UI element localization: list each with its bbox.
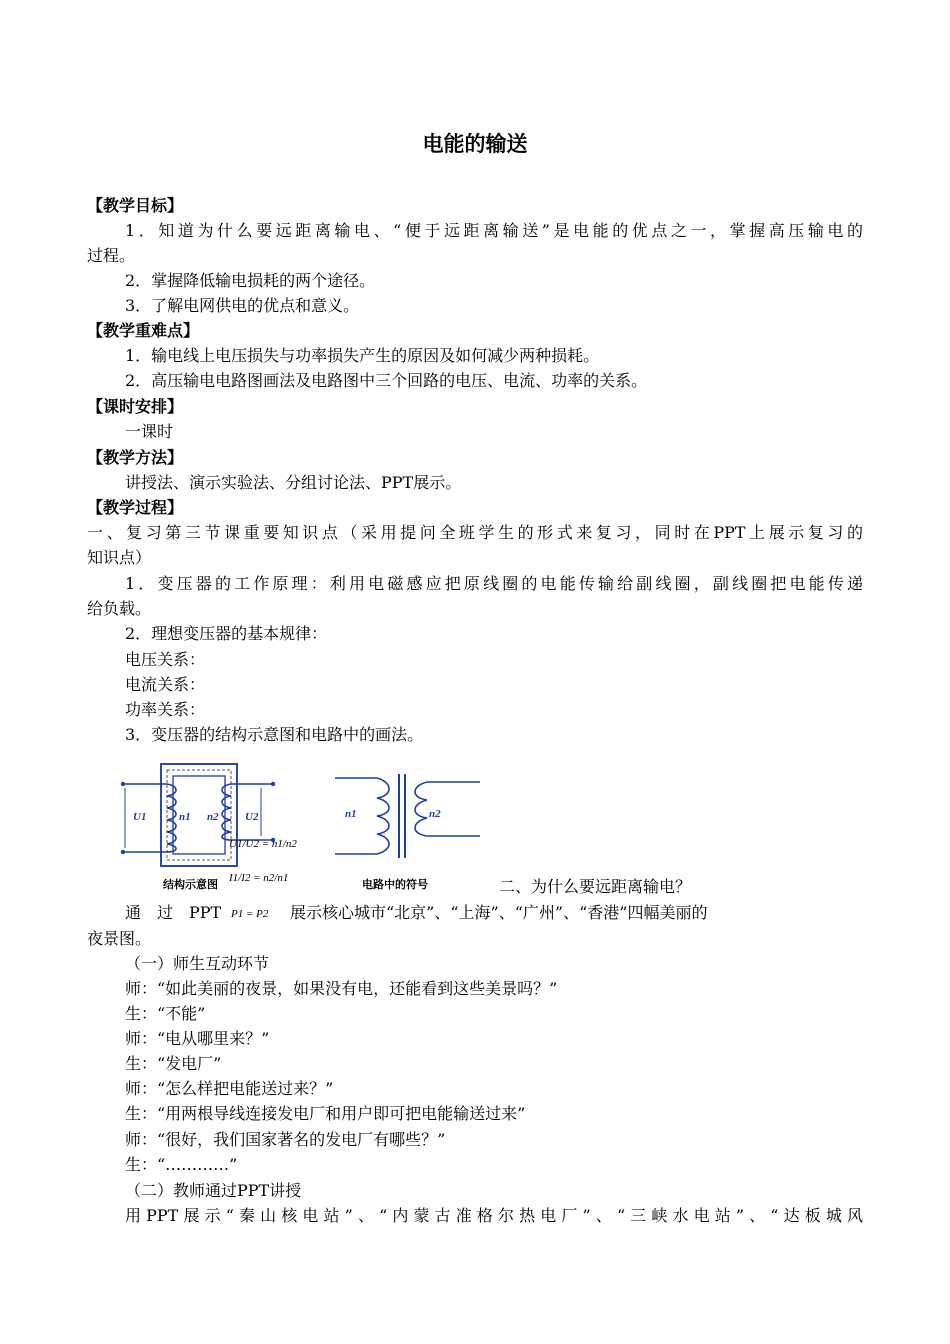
- power-relation: 功率关系：: [125, 700, 206, 719]
- ppt-cities-cont: 夜景图。: [87, 929, 152, 948]
- dialog-3: 师：“电从哪里来？”: [125, 1029, 270, 1048]
- dialog-7: 师：“很好，我们国家著名的发电厂有哪些？”: [125, 1130, 446, 1149]
- formula-current: I1/I2 = n2/n1: [229, 872, 289, 884]
- review-intro-cont: 知识点）: [87, 548, 152, 567]
- label-symbol-n2: n2: [429, 808, 441, 820]
- current-relation: 电流关系：: [125, 675, 206, 694]
- schedule-text: 一课时: [125, 422, 174, 441]
- symbol-secondary-coil: [415, 782, 427, 836]
- heading-schedule: 【课时安排】: [87, 397, 184, 416]
- dialog-2: 生：“不能”: [125, 1004, 206, 1023]
- heading-key-points: 【教学重难点】: [87, 321, 200, 340]
- label-symbol-n1: n1: [345, 808, 357, 820]
- objective-3: 3．了解电网供电的优点和意义。: [125, 296, 360, 315]
- objective-1-cont: 过程。: [87, 246, 136, 265]
- dialog-5: 师：“怎么样把电能送过来？”: [125, 1079, 334, 1098]
- dialog-8: 生：“…………”: [125, 1155, 238, 1174]
- heading-objectives: 【教学目标】: [87, 196, 184, 215]
- label-n1: n1: [179, 811, 191, 823]
- formula-voltage: U1/U2 = n1/n2: [229, 838, 297, 850]
- terminal-top-right: [271, 782, 275, 786]
- heading-methods: 【教学方法】: [87, 448, 184, 467]
- lecture-heading: （二）教师通过PPT讲授: [125, 1181, 302, 1200]
- section-two-heading: 二、为什么要远距离输电？: [499, 877, 692, 896]
- key-point-1: 1．输电线上电压损失与功率损失产生的原因及如何减少两种损耗。: [125, 346, 600, 365]
- caption-circuit-symbol: 电路中的符号: [362, 878, 428, 891]
- label-u2: U2: [245, 811, 259, 823]
- review-point-1: 1．变压器的工作原理：利用电磁感应把原线圈的电能传输给副线圈，副线圈把电能传递: [125, 574, 863, 593]
- terminal-bottom-left: [121, 850, 125, 854]
- review-point-2: 2．理想变压器的基本规律：: [125, 624, 328, 643]
- caption-structure: 结构示意图: [163, 878, 218, 891]
- formula-power: P1 = P2: [231, 908, 269, 920]
- review-point-1-cont: 给负载。: [87, 599, 152, 618]
- primary-coil: [167, 784, 176, 852]
- label-n2: n2: [207, 811, 219, 823]
- ppt-lead: 通 过 PPT: [125, 903, 222, 922]
- label-u1: U1: [133, 811, 147, 823]
- objective-2: 2．掌握降低输电损耗的两个途径。: [125, 271, 376, 290]
- terminal-top-left: [121, 782, 125, 786]
- page-title: 电能的输送: [422, 132, 528, 156]
- review-intro: 一、复习第三节课重要知识点（采用提问全班学生的形式来复习，同时在PPT上展示复习的: [87, 523, 863, 542]
- dialog-4: 生：“发电厂”: [125, 1054, 222, 1073]
- voltage-relation: 电压关系：: [125, 650, 206, 669]
- key-point-2: 2．高压输电电路图画法及电路图中三个回路的电压、电流、功率的关系。: [125, 371, 648, 390]
- heading-process: 【教学过程】: [87, 498, 184, 517]
- dialog-1: 师：“如此美丽的夜景，如果没有电，还能看到这些美景吗？”: [125, 979, 558, 998]
- objective-1: 1．知道为什么要远距离输电、“便于远距离输送”是电能的优点之一，掌握高压输电的: [125, 221, 863, 240]
- lecture-text: 用PPT展示“秦山核电站”、“内蒙古准格尔热电厂”、“三峡水电站”、“达板城风: [125, 1206, 863, 1225]
- methods-text: 讲授法、演示实验法、分组讨论法、PPT展示。: [125, 473, 462, 492]
- symbol-primary-coil: [377, 778, 389, 854]
- review-point-3: 3．变压器的结构示意图和电路中的画法。: [125, 725, 424, 744]
- secondary-coil: [222, 784, 231, 840]
- ppt-cities: 展示核心城市“北京”、“上海”、“广州”、“香港”四幅美丽的: [290, 903, 708, 922]
- interaction-heading: （一）师生互动环节: [125, 954, 270, 973]
- dialog-6: 生：“用两根导线连接发电厂和用户即可把电能输送过来”: [125, 1104, 526, 1123]
